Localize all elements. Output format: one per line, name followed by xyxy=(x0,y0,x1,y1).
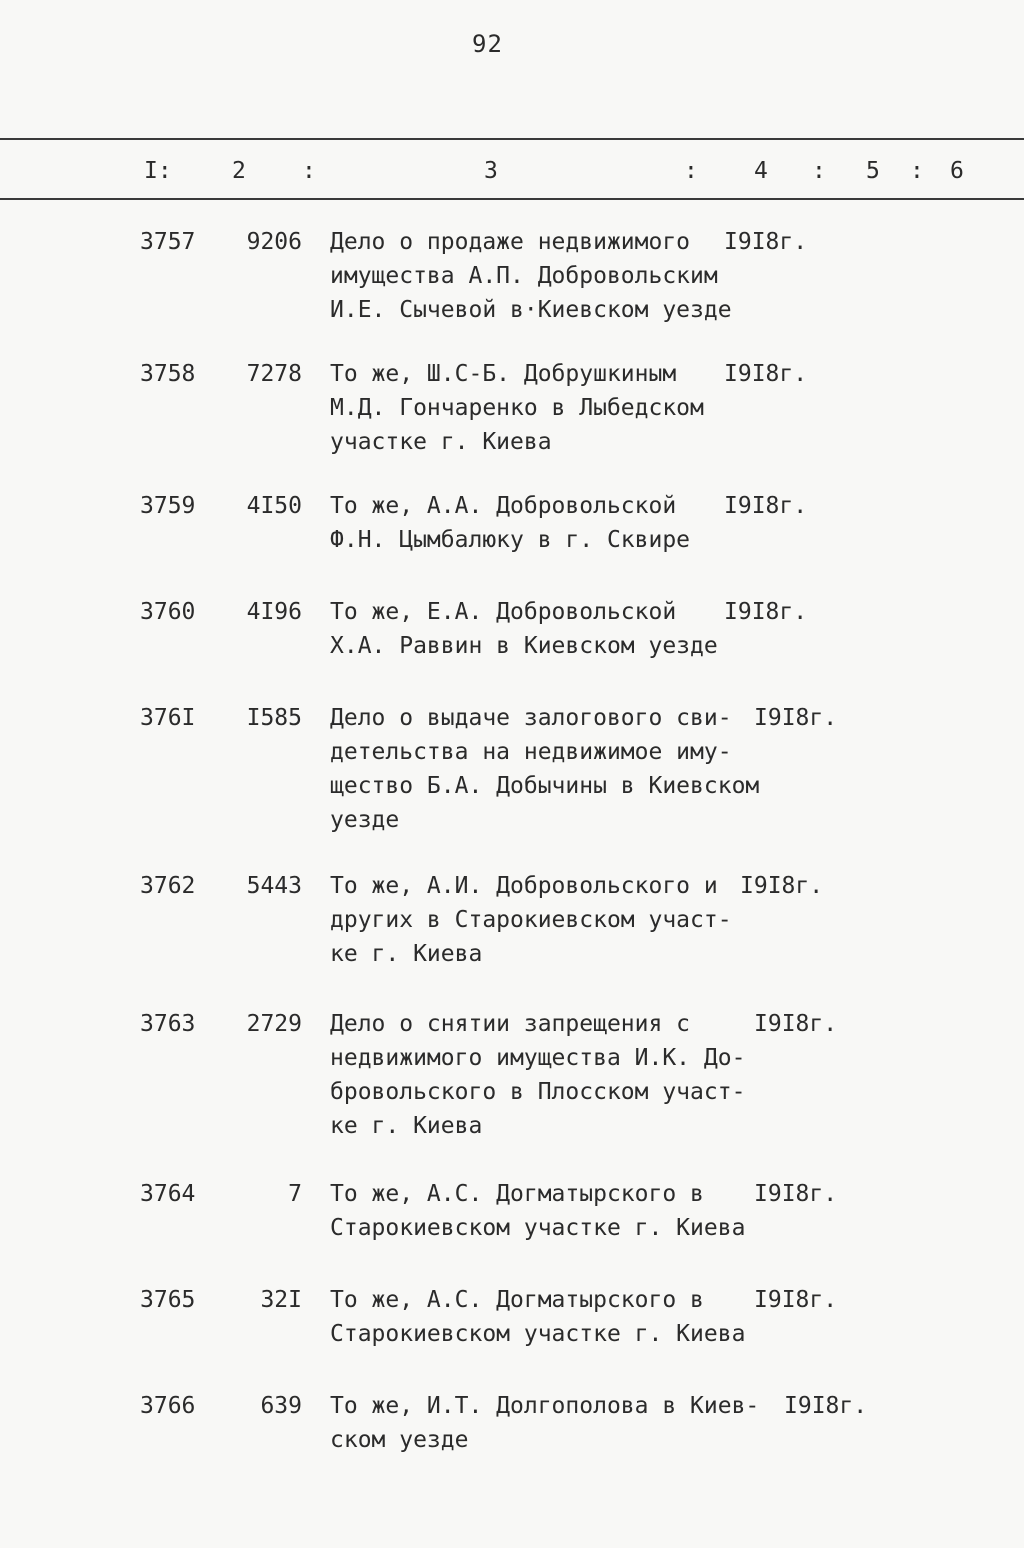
record-description xyxy=(330,225,760,327)
column-header-3: 3 xyxy=(484,158,498,184)
original-number: 5443 xyxy=(246,873,302,899)
record-year: I9I8г. xyxy=(740,873,824,899)
record-number: 3757 xyxy=(140,229,196,255)
record-description xyxy=(330,595,760,663)
record-year: I9I8г. xyxy=(754,705,838,731)
description-line: ке г. Киева xyxy=(330,941,483,967)
description-line: То же, А.И. Добровольского и xyxy=(330,873,718,899)
record-description xyxy=(330,1389,760,1457)
record-description xyxy=(330,489,760,557)
record-number: 3759 xyxy=(140,493,196,519)
description-line: Ф.Н. Цымбалюку в г. Сквире xyxy=(330,527,691,553)
column-header-6: 6 xyxy=(950,158,964,184)
column-header-1: I: xyxy=(144,158,172,184)
description-line: недвижимого имущества И.К. До- xyxy=(330,1045,746,1071)
original-number: 4I50 xyxy=(246,493,302,519)
column-header-4: 4 xyxy=(754,158,768,184)
record-description xyxy=(330,1007,760,1143)
column-header-2: 2 xyxy=(232,158,246,184)
record-description xyxy=(330,701,760,837)
record-description xyxy=(330,869,760,971)
record-year: I9I8г. xyxy=(724,229,808,255)
description-line: Старокиевском участке г. Киева xyxy=(330,1215,746,1241)
description-line: То же, А.С. Догматырского в xyxy=(330,1181,704,1207)
description-line: То же, Е.А. Добровольской xyxy=(330,599,677,625)
record-description xyxy=(330,1177,760,1245)
original-number: 7 xyxy=(288,1181,302,1207)
record-description xyxy=(330,1283,760,1351)
header-bottom-rule xyxy=(0,198,1024,200)
description-line: М.Д. Гончаренко в Лыбедском xyxy=(330,395,704,421)
original-number: 4I96 xyxy=(246,599,302,625)
original-number: 32I xyxy=(260,1287,302,1313)
record-year: I9I8г. xyxy=(754,1181,838,1207)
record-year: I9I8г. xyxy=(724,599,808,625)
record-number: 3762 xyxy=(140,873,196,899)
record-year: I9I8г. xyxy=(724,493,808,519)
record-year: I9I8г. xyxy=(754,1011,838,1037)
record-number: 3758 xyxy=(140,361,196,387)
column-header-separator-1: : xyxy=(302,158,316,184)
description-line: ском уезде xyxy=(330,1427,469,1453)
column-header-separator-2: : xyxy=(684,158,698,184)
description-line: уезде xyxy=(330,807,400,833)
description-line: И.Е. Сычевой в·Киевском уезде xyxy=(330,297,732,323)
description-line: имущества А.П. Добровольским xyxy=(330,263,718,289)
record-number: 3764 xyxy=(140,1181,196,1207)
description-line: Х.А. Раввин в Киевском уезде xyxy=(330,633,718,659)
description-line: ке г. Киева xyxy=(330,1113,483,1139)
page-number: 92 xyxy=(472,30,503,58)
record-year: I9I8г. xyxy=(784,1393,868,1419)
record-number: 376I xyxy=(140,705,196,731)
description-line: Дело о продаже недвижимого xyxy=(330,229,691,255)
description-line: Дело о снятии запрещения с xyxy=(330,1011,691,1037)
column-header-row xyxy=(0,158,1024,188)
description-line: Старокиевском участке г. Киева xyxy=(330,1321,746,1347)
column-header-separator-4: : xyxy=(910,158,924,184)
description-line: То же, А.С. Догматырского в xyxy=(330,1287,704,1313)
original-number: I585 xyxy=(246,705,302,731)
original-number: 9206 xyxy=(246,229,302,255)
column-header-separator-3: : xyxy=(812,158,826,184)
description-line: То же, И.Т. Долгополова в Киев- xyxy=(330,1393,760,1419)
record-number: 3766 xyxy=(140,1393,196,1419)
description-line: Дело о выдаче залогового сви- xyxy=(330,705,732,731)
description-line: участке г. Киева xyxy=(330,429,552,455)
record-number: 3765 xyxy=(140,1287,196,1313)
description-line: бровольского в Плосском участ- xyxy=(330,1079,746,1105)
record-year: I9I8г. xyxy=(754,1287,838,1313)
description-line: То же, Ш.С-Б. Добрушкиным xyxy=(330,361,677,387)
record-number: 3760 xyxy=(140,599,196,625)
original-number: 2729 xyxy=(246,1011,302,1037)
description-line: То же, А.А. Добровольской xyxy=(330,493,677,519)
original-number: 639 xyxy=(260,1393,302,1419)
original-number: 7278 xyxy=(246,361,302,387)
record-year: I9I8г. xyxy=(724,361,808,387)
description-line: детельства на недвижимое иму- xyxy=(330,739,732,765)
record-description xyxy=(330,357,760,459)
record-number: 3763 xyxy=(140,1011,196,1037)
description-line: щество Б.А. Добычины в Киевском xyxy=(330,773,760,799)
column-header-5: 5 xyxy=(866,158,880,184)
description-line: других в Старокиевском участ- xyxy=(330,907,732,933)
header-top-rule xyxy=(0,138,1024,140)
